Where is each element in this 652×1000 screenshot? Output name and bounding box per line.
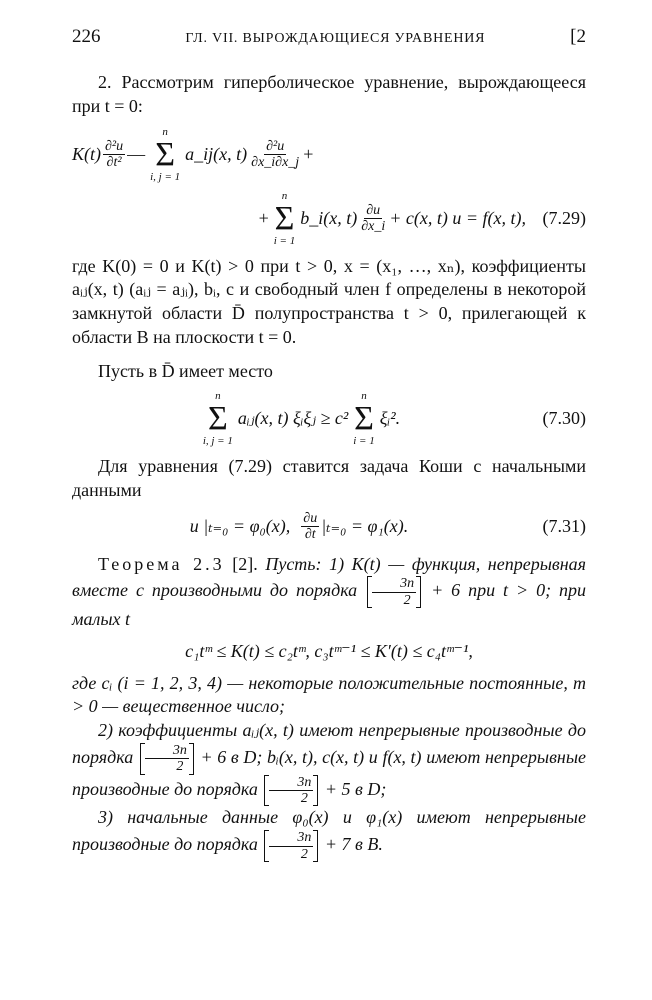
num: 3n [372, 576, 416, 592]
inequality-K [72, 640, 586, 664]
text: где cᵢ (i = 1, 2, 3, 4) — некоторые положительные постоянные, m > 0 — вещественное число; [72, 672, 586, 717]
frac [269, 775, 313, 807]
chapter-title: ГЛ. VII. ВЫРОЖДАЮЩИЕСЯ УРАВНЕНИЯ [185, 31, 486, 46]
frac [301, 511, 319, 543]
theorem-item-3 [72, 806, 586, 862]
den: ∂t [304, 527, 316, 543]
eq-term: c₁tᵐ ≤ K(t) ≤ c₂tᵐ, c₃tᵐ⁻¹ ≤ K′(t) ≤ c₄tᵐ⁻¹, [185, 640, 473, 661]
equation-tag: (7.31) [542, 515, 586, 536]
frac [359, 203, 387, 235]
minus: — [127, 143, 146, 164]
sum-top: n [281, 189, 288, 202]
sum-top: n [162, 125, 168, 138]
text: 2) коэффициенты aᵢⱼ(x, t) имеют непрерывные производные до порядка [72, 720, 586, 767]
num: ∂²u [266, 138, 285, 154]
section-number: [2 [570, 26, 586, 47]
text: + 6 в D; bᵢ(x, t), c(x, t) и f(x, t) имеют непрерывные производные до порядка [72, 746, 587, 799]
den: 2 [300, 846, 308, 862]
den: ∂x_i∂x_j [251, 155, 300, 171]
theorem-text-3 [72, 672, 586, 720]
den: ∂x_i [361, 219, 386, 235]
page-number: 226 [72, 26, 101, 47]
theorem-statement [72, 553, 586, 632]
num: ∂u [366, 202, 381, 218]
eq-term: |ₜ₌₀ = φ₁(x). [321, 515, 409, 536]
theorem-label: Теорема 2.3 [98, 553, 225, 574]
num: ∂²u [105, 138, 124, 154]
equation-tag: (7.29) [542, 207, 586, 228]
num: 3n [145, 743, 189, 759]
equation-7-29-line1 [72, 127, 586, 183]
den: ∂t² [106, 155, 122, 171]
eq-term: b_i(x, t) [300, 207, 358, 228]
text: + 5 в D; [324, 778, 387, 799]
eq-term: aᵢⱼ(x, t) ξᵢξⱼ ≥ c² [237, 408, 349, 429]
floor-bracket [264, 775, 318, 807]
intro-paragraph: 2. Рассмотрим гиперболическое уравнение, вырождающееся при t = 0: [72, 72, 586, 116]
equation-7-29-line2: + n Σ i = 1 b_i(x, t) $\frac{\partial u}{\partial x\_i}$ + c(x, t) u = f(x, t), (7.29) [258, 189, 586, 247]
theorem-text-2: + 6 при t > 0; при малых t [72, 580, 587, 630]
frac [249, 139, 301, 171]
sum-bottom: i, j = 1 [202, 435, 233, 448]
floor-bracket [264, 830, 318, 862]
sum-symbol: n Σ i, j = 1 [150, 125, 181, 183]
num: ∂u [303, 510, 318, 526]
equation-7-31 [72, 511, 586, 543]
den: 2 [176, 759, 184, 775]
page [72, 24, 586, 862]
paragraph-conditions: где K(0) = 0 и K(t) > 0 при t > 0, x = (x₁, …, xₙ), коэффициенты aᵢⱼ(x, t) (aᵢⱼ = aⱼᵢ), bᵢ, c и свободный член f определены в некоторой замкнутой области D̄ полупространства t > 0, прилегающей к области B на плоскости t = 0. [72, 255, 586, 347]
plus: + [303, 143, 314, 164]
eq-term: + c(x, t) u = f(x, t), [389, 207, 526, 228]
sum-bottom: i = 1 [273, 234, 296, 247]
eq-term: a_ij(x, t) [185, 143, 248, 164]
theorem-ref: [2]. [232, 553, 258, 574]
den: 2 [300, 791, 308, 807]
text: + 7 в B. [324, 834, 383, 855]
frac [269, 830, 313, 862]
num: 3n [269, 775, 313, 791]
sum-symbol: n Σ i = 1 [273, 189, 296, 247]
theorem-item-2 [72, 719, 586, 806]
floor-bracket [367, 576, 421, 608]
frac [372, 576, 416, 608]
equation-7-30 [72, 391, 586, 447]
frac [103, 139, 125, 171]
sum-symbol: n Σ i = 1 [353, 390, 375, 448]
theorem-text-1: Пусть: 1) K(t) — функция, непрерывная вместе с производными до порядка [72, 553, 587, 601]
frac [145, 743, 189, 775]
running-header [72, 24, 586, 49]
eq-term: ξᵢ². [379, 408, 401, 429]
sum-symbol: n Σ i, j = 1 [202, 390, 233, 448]
eq-term: u |ₜ₌₀ = φ₀(x), [189, 515, 291, 536]
paragraph-let: Пусть в D̄ имеет место [98, 360, 273, 381]
text: 3) начальные данные φ₀(x) и φ₁(x) имеют непрерывные производные до порядка [72, 807, 586, 855]
equation-tag: (7.30) [542, 408, 586, 429]
eq-term: K(t) [72, 143, 101, 164]
floor-bracket [140, 743, 194, 775]
sum-top: n [215, 390, 221, 403]
den: 2 [403, 592, 411, 608]
sum-top: n [361, 390, 367, 403]
sum-bottom: i = 1 [353, 435, 375, 448]
sum-bottom: i, j = 1 [150, 170, 181, 183]
paragraph-cauchy: Для уравнения (7.29) ставится задача Коши с начальными данными [72, 456, 586, 501]
num: 3n [269, 830, 313, 846]
